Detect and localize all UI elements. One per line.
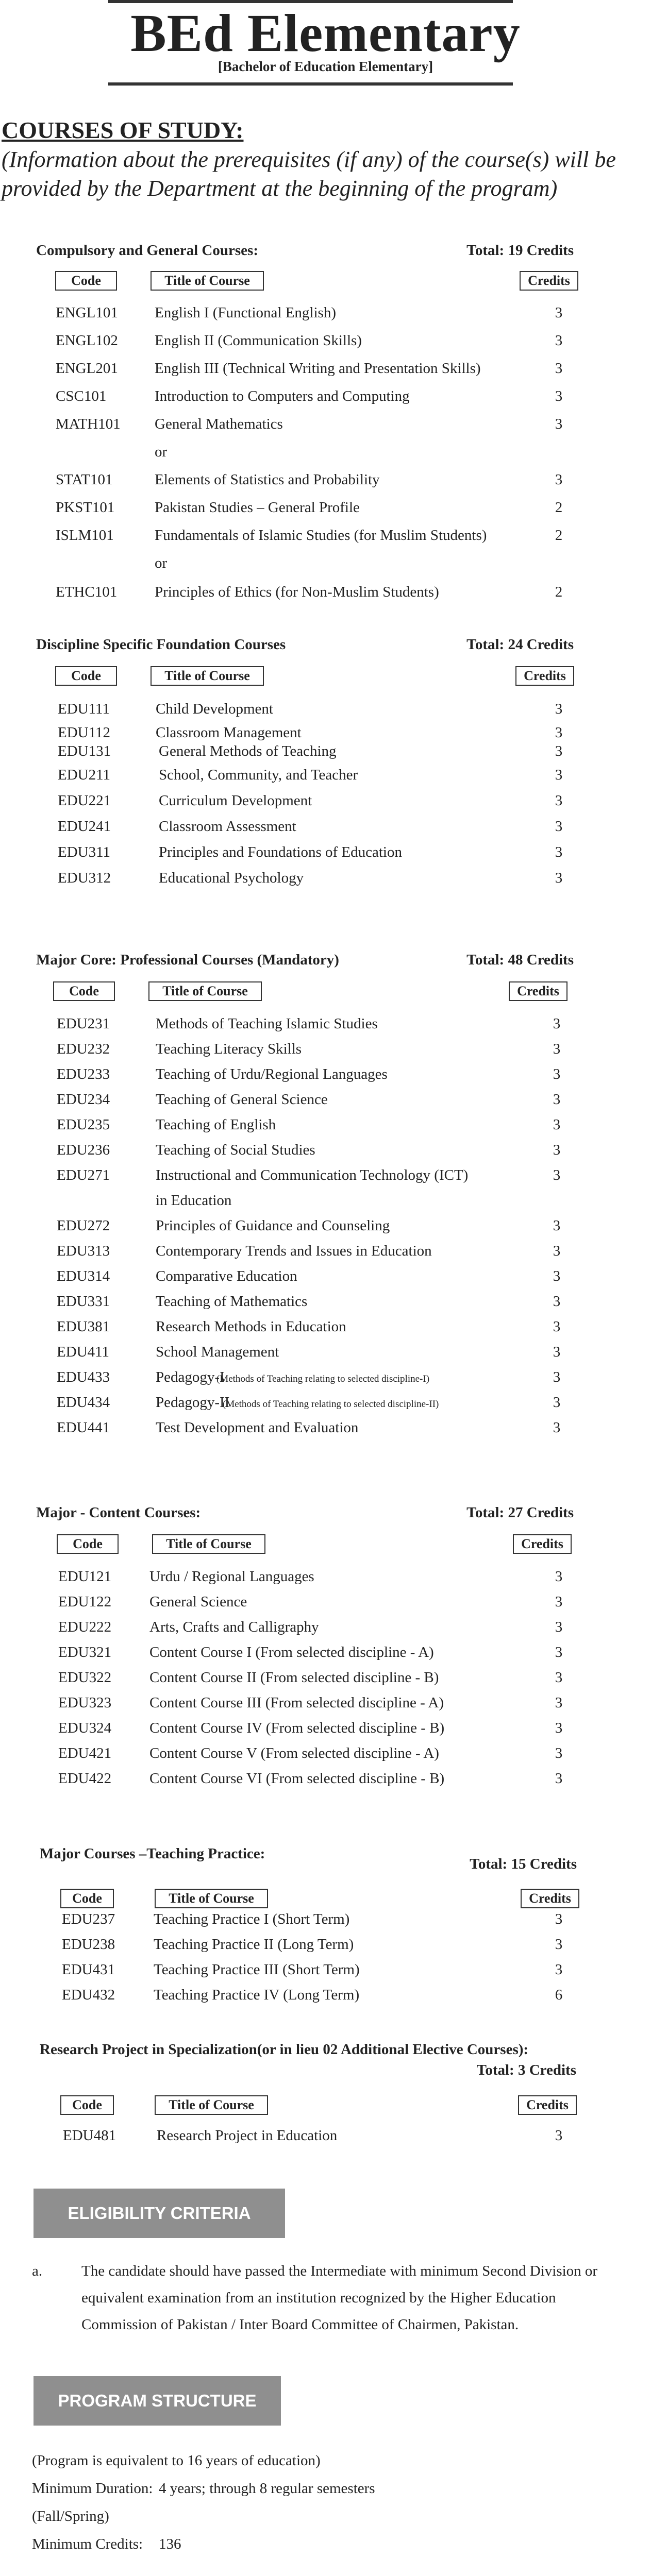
course-code: EDU433 <box>57 1369 110 1385</box>
course-code: EDU381 <box>57 1318 110 1335</box>
header-top-rule <box>108 0 513 3</box>
header-bottom-rule <box>108 82 513 86</box>
course-title: Teaching of Urdu/Regional Languages <box>156 1066 388 1082</box>
table-row <box>0 331 651 350</box>
credits-header: Credits <box>521 1889 579 1908</box>
course-title: School Management <box>156 1344 279 1360</box>
section-title: Major Core: Professional Courses (Mandatory) <box>36 952 339 968</box>
course-code: EDU131 <box>58 743 111 759</box>
table-row <box>0 1743 651 1763</box>
table-row <box>0 1985 651 2005</box>
code-header: Code <box>60 1889 114 1908</box>
credits-header: Credits <box>509 981 567 1001</box>
course-title: Fundamentals of Islamic Studies (for Muslim Students) <box>155 527 487 544</box>
table-row <box>0 1935 651 1954</box>
eligibility-line: equivalent examination from an institution recognized by the Higher Education <box>81 2290 556 2306</box>
eligibility-line: Commission of Pakistan / Inter Board Committee of Chairmen, Pakistan. <box>81 2316 519 2333</box>
course-title: Teaching Practice III (Short Term) <box>154 1961 360 1978</box>
course-title: Classroom Management <box>156 724 302 741</box>
table-row <box>0 868 651 888</box>
course-title: General Methods of Teaching <box>159 743 337 759</box>
course-title: General Science <box>149 1594 247 1610</box>
course-code: EDU411 <box>57 1344 110 1360</box>
program-heading: PROGRAM STRUCTURE <box>58 2391 257 2410</box>
course-credits: 3 <box>553 1015 561 1032</box>
course-title: School, Community, and Teacher <box>159 767 358 783</box>
course-title: Pakistan Studies – General Profile <box>155 499 360 516</box>
courses-heading: COURSES OF STUDY: <box>2 117 244 143</box>
course-credits: 6 <box>555 1987 563 2003</box>
course-code: EDU236 <box>57 1142 110 1158</box>
table-row <box>0 1039 651 1059</box>
course-credits: 3 <box>555 1619 563 1635</box>
course-title: English II (Communication Skills) <box>155 332 362 349</box>
course-credits: 3 <box>553 1419 561 1436</box>
table-row <box>0 1642 651 1662</box>
course-title: Methods of Teaching Islamic Studies <box>156 1015 378 1032</box>
course-credits: 3 <box>555 724 563 741</box>
course-code: CSC101 <box>56 388 107 404</box>
semester-terms: (Fall/Spring) <box>32 2508 109 2524</box>
course-code: ENGL201 <box>56 360 118 377</box>
course-credits: 3 <box>555 332 563 349</box>
course-code: STAT101 <box>56 471 113 488</box>
table-row <box>0 1718 651 1738</box>
course-code: ENGL101 <box>56 304 118 321</box>
course-title-line2: in Education <box>156 1192 232 1209</box>
course-code: EDU431 <box>62 1961 115 1978</box>
course-title: Research Project in Education <box>157 2127 338 2144</box>
course-code: EDU312 <box>58 870 111 886</box>
course-credits: 3 <box>555 1936 563 1953</box>
course-credits: 3 <box>555 767 563 783</box>
course-title: Classroom Assessment <box>159 818 296 835</box>
code-header: Code <box>60 2095 114 2115</box>
course-credits: 3 <box>553 1217 561 1234</box>
course-credits: 3 <box>553 1142 561 1158</box>
table-row <box>0 1567 651 1586</box>
course-code: EDU311 <box>58 844 111 860</box>
credits-label: Minimum Credits: <box>32 2536 143 2552</box>
course-title: Principles and Foundations of Education <box>159 844 402 860</box>
course-title-note-wrap <box>223 1393 439 1414</box>
program-equivalence: (Program is equivalent to 16 years of education) <box>32 2452 321 2469</box>
course-credits: 3 <box>555 1644 563 1660</box>
course-credits: 3 <box>553 1167 561 1183</box>
course-code: EDU121 <box>58 1568 112 1585</box>
table-row <box>0 1216 651 1235</box>
table-row <box>0 1418 651 1437</box>
course-code: EDU221 <box>58 792 111 809</box>
course-title: Content Course IV (From selected discipline - B) <box>149 1720 445 1736</box>
course-credits: 3 <box>555 743 563 759</box>
table-row <box>0 723 651 742</box>
course-title: Principles of Ethics (for Non-Muslim Students) <box>155 584 439 600</box>
table-row <box>0 1064 651 1084</box>
course-code: EDU238 <box>62 1936 115 1953</box>
or-separator: or <box>155 555 168 571</box>
course-code: PKST101 <box>56 499 115 516</box>
course-code: EDU241 <box>58 818 111 835</box>
course-title: Content Course III (From selected discipline - A) <box>149 1694 444 1711</box>
title-header: Title of Course <box>148 981 262 1001</box>
course-credits: 3 <box>553 1394 561 1411</box>
courses-note: (Information about the prerequisites (if any) of the course(s) will be provided by the Department at the beginning of the program) <box>2 147 616 201</box>
table-row <box>0 1668 651 1687</box>
table-row <box>0 582 651 602</box>
course-credits: 3 <box>555 388 563 404</box>
table-row <box>0 765 651 785</box>
table-row <box>0 741 651 761</box>
course-title: Teaching Practice II (Long Term) <box>154 1936 354 1953</box>
section-title: Research Project in Specialization(or in lieu 02 Additional Elective Courses): <box>40 2041 529 2058</box>
table-row <box>0 1090 651 1109</box>
code-header: Code <box>55 666 117 686</box>
course-credits: 3 <box>555 1568 563 1585</box>
course-title: Test Development and Evaluation <box>156 1419 359 1436</box>
eligibility-line: The candidate should have passed the Intermediate with minimum Second Division or <box>81 2263 598 2279</box>
program-banner <box>34 2376 281 2426</box>
table-row <box>0 526 651 545</box>
section-total: Total: 15 Credits <box>470 1856 577 1872</box>
course-title: Content Course II (From selected discipline - B) <box>149 1669 439 1686</box>
course-credits: 3 <box>553 1369 561 1385</box>
course-code: EDU422 <box>58 1770 112 1787</box>
title-header: Title of Course <box>155 2095 268 2115</box>
course-code: EDU314 <box>57 1268 110 1284</box>
table-row <box>0 817 651 836</box>
eligibility-heading: ELIGIBILITY CRITERIA <box>68 2204 251 2223</box>
table-row <box>0 386 651 406</box>
course-credits: 3 <box>555 701 563 717</box>
page-subtitle: [Bachelor of Education Elementary] <box>218 59 433 74</box>
credits-header: Credits <box>513 1534 572 1554</box>
code-header: Code <box>57 1534 119 1554</box>
course-credits: 3 <box>553 1344 561 1360</box>
table-row <box>0 842 651 862</box>
course-credits: 3 <box>555 1770 563 1787</box>
table-row <box>0 1693 651 1713</box>
course-credits: 3 <box>555 792 563 809</box>
course-credits: 3 <box>555 1911 563 1927</box>
page-title: BEd Elementary <box>130 4 521 63</box>
course-credits: 3 <box>555 844 563 860</box>
course-title: Teaching Practice I (Short Term) <box>154 1911 350 1927</box>
course-credits: 3 <box>555 2127 563 2144</box>
table-row <box>0 1292 651 1311</box>
code-header: Code <box>53 981 115 1001</box>
credits-header: Credits <box>520 271 578 291</box>
course-credits: 3 <box>553 1243 561 1259</box>
course-credits: 3 <box>555 416 563 432</box>
course-code: EDU481 <box>63 2127 116 2144</box>
table-row <box>0 1266 651 1286</box>
course-title-note: (Methods of Teaching relating to selected discipline-I) <box>216 1374 430 1384</box>
course-code: EDU111 <box>58 701 110 717</box>
course-title-note: (Methods of Teaching relating to selected discipline-II) <box>223 1399 439 1410</box>
course-credits: 3 <box>553 1318 561 1335</box>
course-title: Teaching of Social Studies <box>156 1142 315 1158</box>
course-title: English I (Functional English) <box>155 304 336 321</box>
course-title: Pedagogy-I <box>156 1369 225 1385</box>
course-credits: 3 <box>555 1745 563 1761</box>
eligibility-banner <box>34 2189 285 2238</box>
credits-header: Credits <box>515 666 574 686</box>
course-code: EDU432 <box>62 1987 115 2003</box>
course-code: EDU234 <box>57 1091 110 1108</box>
course-code: EDU237 <box>62 1911 115 1927</box>
course-credits: 3 <box>555 1720 563 1736</box>
course-code: EDU232 <box>57 1041 110 1057</box>
table-row <box>0 1393 651 1412</box>
table-row <box>0 1342 651 1362</box>
course-code: EDU421 <box>58 1745 112 1761</box>
table-row <box>0 1014 651 1033</box>
course-credits: 3 <box>555 304 563 321</box>
course-code: EDU331 <box>57 1293 110 1310</box>
course-credits: 3 <box>555 1694 563 1711</box>
eligibility-marker: a. <box>32 2263 43 2279</box>
section-total: Total: 48 Credits <box>466 952 574 968</box>
title-header: Title of Course <box>155 1889 268 1908</box>
code-header: Code <box>55 271 117 291</box>
course-code: EDU231 <box>57 1015 110 1032</box>
course-title: Curriculum Development <box>159 792 312 809</box>
course-credits: 3 <box>553 1041 561 1057</box>
course-code: ENGL102 <box>56 332 118 349</box>
course-title: Child Development <box>156 701 273 717</box>
course-title: Contemporary Trends and Issues in Education <box>156 1243 432 1259</box>
title-header: Title of Course <box>152 1534 265 1554</box>
table-row <box>0 1367 651 1387</box>
table-row <box>0 1769 651 1788</box>
course-title: Teaching Practice IV (Long Term) <box>154 1987 360 2003</box>
course-credits: 3 <box>553 1293 561 1310</box>
course-code: ISLM101 <box>56 527 114 544</box>
course-credits: 2 <box>555 499 563 516</box>
table-row <box>0 470 651 489</box>
course-title: General Mathematics <box>155 416 283 432</box>
course-credits: 3 <box>555 360 563 377</box>
table-row <box>0 1909 651 1929</box>
course-code: EDU112 <box>58 724 111 741</box>
title-header: Title of Course <box>151 271 264 291</box>
course-credits: 3 <box>555 1669 563 1686</box>
section-title: Major - Content Courses: <box>36 1504 201 1521</box>
course-credits: 3 <box>555 471 563 488</box>
course-title: Content Course V (From selected discipline - A) <box>149 1745 439 1761</box>
or-separator: or <box>155 444 168 460</box>
course-code: EDU324 <box>58 1720 112 1736</box>
course-title: Elements of Statistics and Probability <box>155 471 380 488</box>
table-row <box>0 359 651 378</box>
course-credits: 2 <box>555 584 563 600</box>
course-credits: 3 <box>553 1091 561 1108</box>
course-credits: 2 <box>555 527 563 544</box>
course-credits: 3 <box>553 1066 561 1082</box>
course-title: English III (Technical Writing and Presentation Skills) <box>155 360 481 377</box>
course-code: EDU313 <box>57 1243 110 1259</box>
course-title: Introduction to Computers and Computing <box>155 388 410 404</box>
course-title: Pedagogy-II <box>156 1394 230 1411</box>
section-title: Discipline Specific Foundation Courses <box>36 636 286 653</box>
table-row <box>0 414 651 434</box>
course-code: EDU211 <box>58 767 111 783</box>
course-code: EDU323 <box>58 1694 112 1711</box>
table-row <box>0 1241 651 1261</box>
table-row <box>0 1317 651 1336</box>
course-credits: 3 <box>553 1116 561 1133</box>
course-credits: 3 <box>555 818 563 835</box>
course-code: ETHC101 <box>56 584 118 600</box>
course-title: Content Course I (From selected discipline - A) <box>149 1644 434 1660</box>
course-title: Comparative Education <box>156 1268 297 1284</box>
title-header: Title of Course <box>151 666 264 686</box>
table-row <box>0 699 651 719</box>
course-code: EDU222 <box>58 1619 112 1635</box>
table-row <box>0 1140 651 1160</box>
course-title: Teaching of General Science <box>156 1091 328 1108</box>
course-title: Principles of Guidance and Counseling <box>156 1217 390 1234</box>
course-title: Research Methods in Education <box>156 1318 346 1335</box>
section-title: Major Courses –Teaching Practice: <box>40 1845 265 1862</box>
credits-header: Credits <box>518 2095 577 2115</box>
course-code: EDU122 <box>58 1594 112 1610</box>
table-row <box>0 2126 651 2145</box>
course-title: Urdu / Regional Languages <box>149 1568 314 1585</box>
table-row <box>0 1617 651 1637</box>
course-credits: 3 <box>555 1594 563 1610</box>
course-credits: 3 <box>555 1961 563 1978</box>
course-credits: 3 <box>555 870 563 886</box>
course-code: EDU434 <box>57 1394 110 1411</box>
course-title: Instructional and Communication Technology (ICT) <box>156 1167 469 1183</box>
section-total: Total: 27 Credits <box>466 1504 574 1521</box>
course-title: Arts, Crafts and Calligraphy <box>149 1619 319 1635</box>
table-row <box>0 1592 651 1612</box>
duration-value: 4 years; through 8 regular semesters <box>159 2480 375 2497</box>
table-row <box>0 791 651 810</box>
course-title: Teaching of Mathematics <box>156 1293 308 1310</box>
section-total: Total: 24 Credits <box>466 636 574 653</box>
course-code: EDU233 <box>57 1066 110 1082</box>
course-code: EDU441 <box>57 1419 110 1436</box>
course-code: EDU271 <box>57 1167 110 1183</box>
duration-label: Minimum Duration: <box>32 2480 153 2497</box>
course-title-continuation <box>0 1191 651 1210</box>
course-code: MATH101 <box>56 416 121 432</box>
table-row <box>0 1960 651 1979</box>
section-title: Compulsory and General Courses: <box>36 242 258 259</box>
section-total: Total: 19 Credits <box>466 242 574 259</box>
course-code: EDU235 <box>57 1116 110 1133</box>
course-title: Teaching of English <box>156 1116 276 1133</box>
table-row <box>0 1115 651 1134</box>
table-row <box>0 1165 651 1185</box>
course-code: EDU321 <box>58 1644 112 1660</box>
course-title: Content Course VI (From selected discipline - B) <box>149 1770 445 1787</box>
course-title-note-wrap <box>216 1367 429 1389</box>
course-title: Educational Psychology <box>159 870 304 886</box>
course-credits: 3 <box>553 1268 561 1284</box>
course-code: EDU322 <box>58 1669 112 1686</box>
credits-value: 136 <box>159 2536 181 2552</box>
course-code: EDU272 <box>57 1217 110 1234</box>
table-row <box>0 498 651 517</box>
table-row <box>0 303 651 323</box>
course-title: Teaching Literacy Skills <box>156 1041 302 1057</box>
section-total: Total: 3 Credits <box>476 2062 576 2078</box>
